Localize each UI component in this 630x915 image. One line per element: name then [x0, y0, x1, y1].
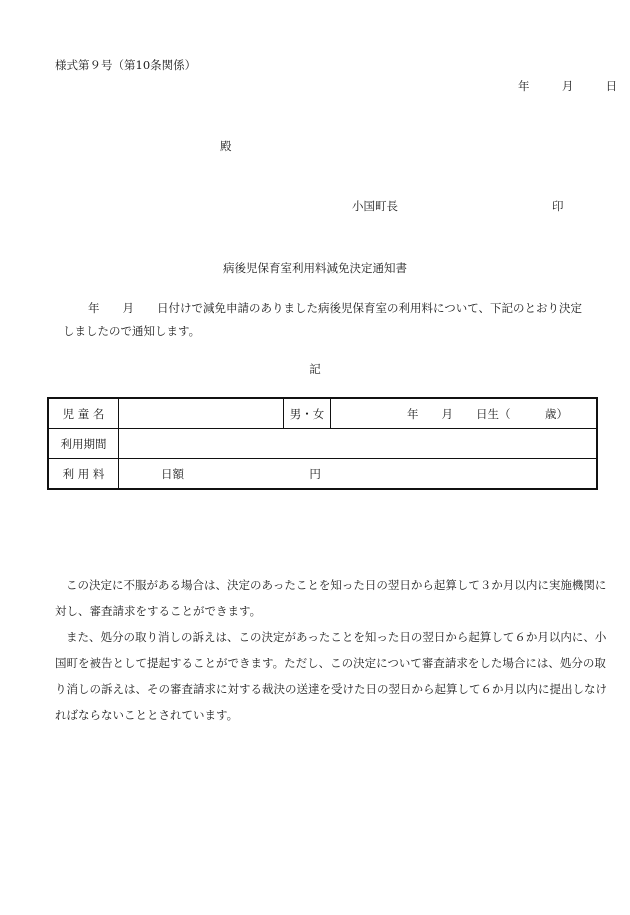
- date-day-label: 日: [605, 79, 618, 93]
- issuer-name: 小国町長: [352, 199, 398, 213]
- details-table: [47, 397, 598, 490]
- daily-amount-label: 日額: [161, 466, 184, 481]
- ki-heading: 記: [309, 362, 321, 376]
- addressee-honorific: 殿: [220, 139, 232, 153]
- birth-date-cell: 年 月 日生（ 歳）: [331, 398, 598, 429]
- table-row-period: [48, 429, 597, 459]
- issue-date: [518, 78, 617, 94]
- notice-paragraph-1: この決定に不服がある場合は、決定のあったことを知った日の翌日から起算して３か月以内に実施機関に対し、審査請求をすることができます。: [55, 578, 607, 618]
- seal-mark: 印: [552, 199, 564, 213]
- period-label: 利用期間: [48, 429, 119, 459]
- appeal-notice: [55, 572, 611, 728]
- yen-label: 円: [309, 466, 321, 481]
- child-name-cell: [119, 398, 284, 429]
- body-line-2: しましたので通知します。: [63, 324, 201, 338]
- fee-label: 利 用 料: [48, 459, 119, 490]
- period-cell: [119, 429, 598, 459]
- date-month-label: 月: [561, 79, 574, 93]
- form-number: 様式第９号（第10条関係）: [55, 58, 197, 72]
- table-row-child: [48, 398, 597, 429]
- child-name-label: 児 童 名: [48, 398, 119, 429]
- notification-body: [55, 297, 610, 343]
- notice-paragraph-2: また、処分の取り消しの訴えは、この決定があったことを知った日の翌日から起算して６か月以内に、小国町を被告として提起することができます。ただし、この決定について審査請求をした場合には、処分の取り消しの訴えは、その審査請求に対する裁決の送達を受けた日の翌日から起算して６か月以内に提出しなければならないこととされています。: [55, 630, 607, 722]
- sex-options: 男・女: [284, 398, 331, 429]
- fee-cell: [119, 459, 598, 490]
- table-row-fee: [48, 459, 597, 490]
- date-year-label: 年: [518, 79, 530, 93]
- body-line-1: 年 月 日付けで減免申請のありました病後児保育室の利用料について、下記のとおり決定: [88, 301, 583, 315]
- document-title: 病後児保育室利用料減免決定通知書: [223, 261, 407, 275]
